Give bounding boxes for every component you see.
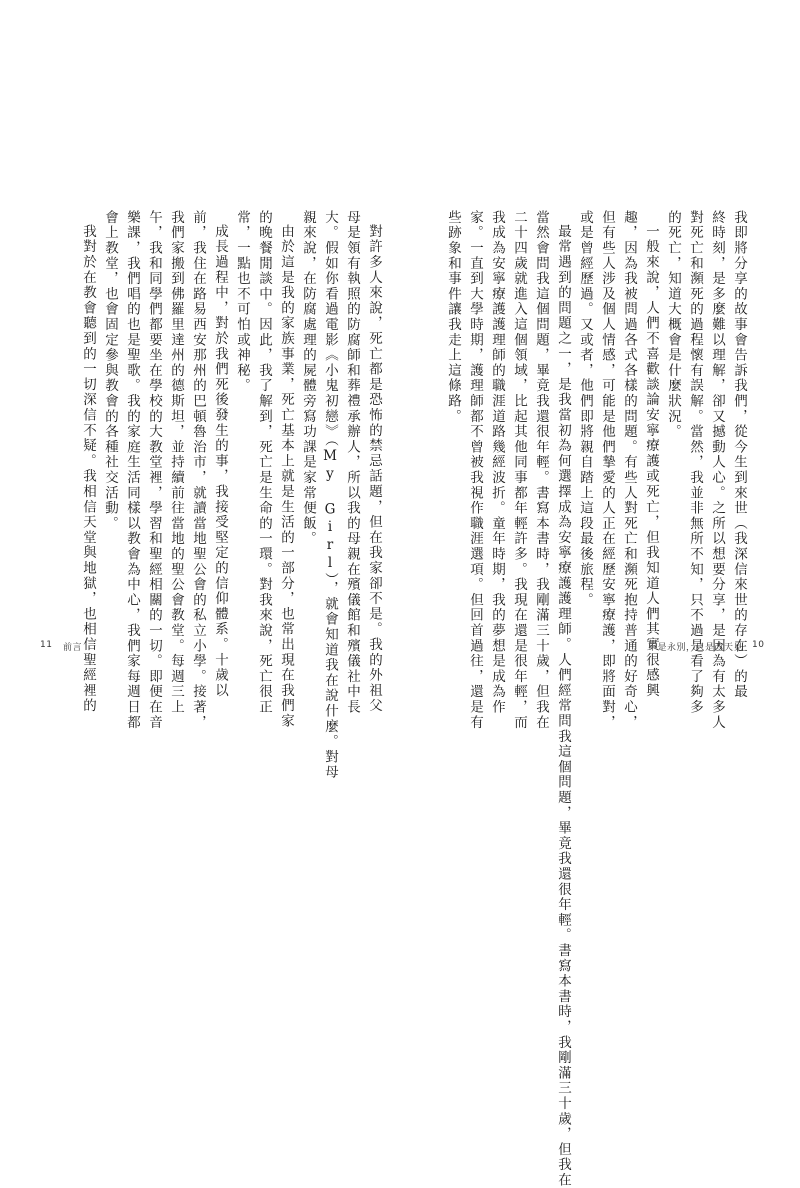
left-line-9: 前，我住在路易西安那州的巴頓魯治市，就讀當地聖公會的私立小學。接著， (190, 210, 206, 731)
right-line-3: 對死亡和瀕死的過程懷有誤解。當然，我並非無所不知，只不過是看了夠多 (687, 210, 703, 715)
right-line-4: 的死亡，知道大概會是什麼狀況。 (665, 210, 681, 440)
left-line-7: 常，一點也不可怕或神秘。 (234, 210, 250, 394)
left-line-1: 對許多人來說，死亡都是恐怖的禁忌話題，但在我家卻不是。我的外祖父 (366, 224, 382, 714)
left-line-4: 親來說，在防腐處理的屍體旁寫功課是家常便飯。 (300, 210, 316, 547)
left-page-number: 11 (40, 640, 53, 650)
left-line-3: 大。假如你看過電影《小鬼初戀》（My Girl），就會知道我在說什麼。對母 (322, 210, 338, 781)
left-running-title: 前言 (63, 643, 83, 653)
right-line-10: 當然會問我這個問題，畢竟我還很年輕。書寫本書時，我剛滿三十歲，但我在 (533, 210, 549, 731)
left-line-10: 我們家搬到佛羅里達州的德斯坦，並持續前往當地的聖公會教堂。每週三上 (168, 210, 184, 715)
right-line-11: 二十四歲就進入這個領域，比起其他同事都年輕許多。我現在還是很年輕，而 (511, 210, 527, 731)
left-line-6: 的晚餐閒談中。因此，我了解到，死亡是生命的一環。對我來說，死亡很正 (256, 210, 272, 715)
right-line-12: 我成為安寧療護護理師的職涯道路幾經波折。童年時期，我的夢想是成為作 (489, 210, 505, 715)
right-line-7: 但有些人涉及個人情感，可能是他們摯愛的人正在經歷安寧療護，即將面對， (599, 210, 615, 731)
right-line-6: 趣，因為我被問過各式各樣的問題。有些人對死亡和瀕死抱持普通的好奇心， (621, 210, 637, 731)
left-line-5: 由於這是我的家族事業，死亡基本上就是生活的一部分，也常出現在我們家 (278, 224, 294, 729)
right-running-title: 不是永別，只是改天見 (648, 643, 744, 653)
left-line-14: 我對於在教會聽到的一切深信不疑。我相信天堂與地獄，也相信聖經裡的 (80, 224, 96, 714)
right-line-5: 一般來說，人們不喜歡談論安寧療護或死亡，但我知道人們其實很感興 (643, 224, 659, 699)
left-line-13: 會上教堂，也會固定參與教會的各種社交活動。 (102, 210, 118, 532)
right-line-14: 些跡象和事件讓我走上這條路。 (445, 210, 461, 425)
right-line-8: 或是曾經歷過。又或者，他們即將親自踏上這段最後旅程。 (577, 210, 593, 608)
right-line-1: 我即將分享的故事會告訴我們，從今生到來世（我深信來世的存在）的最 (731, 210, 747, 700)
left-line-12: 樂課，我們唱的也是聖歌。我的家庭生活同樣以教會為中心，我們家每週日都 (124, 210, 140, 731)
right-page-number: 10 (752, 640, 765, 650)
right-line-13: 家。一直到大學時期，護理師都不曾被我視作職涯選項。但回首過往，還是有 (467, 210, 483, 731)
right-line-2: 終時刻，是多麼難以理解，卻又撼動人心。之所以想要分享，是因為有太多人 (709, 210, 725, 731)
left-line-8: 成長過程中，對於我們死後發生的事，我接受堅定的信仰體系。十歲以 (212, 224, 228, 699)
right-line-9: 最常遇到的問題之一，是我當初為何選擇成為安寧療護護理師。人們經常問我這個問題，畢竟我還很年輕。書寫本書時，我剛滿三十歲，但我在 (555, 224, 571, 1188)
left-line-2: 母是領有執照的防腐師和葬禮承辦人，所以我的母親在殯儀館和殯儀社中長 (344, 210, 360, 715)
left-line-11: 午，我和同學們都要坐在學校的大教堂裡，學習和聖經相關的一切。即便在音 (146, 210, 162, 731)
